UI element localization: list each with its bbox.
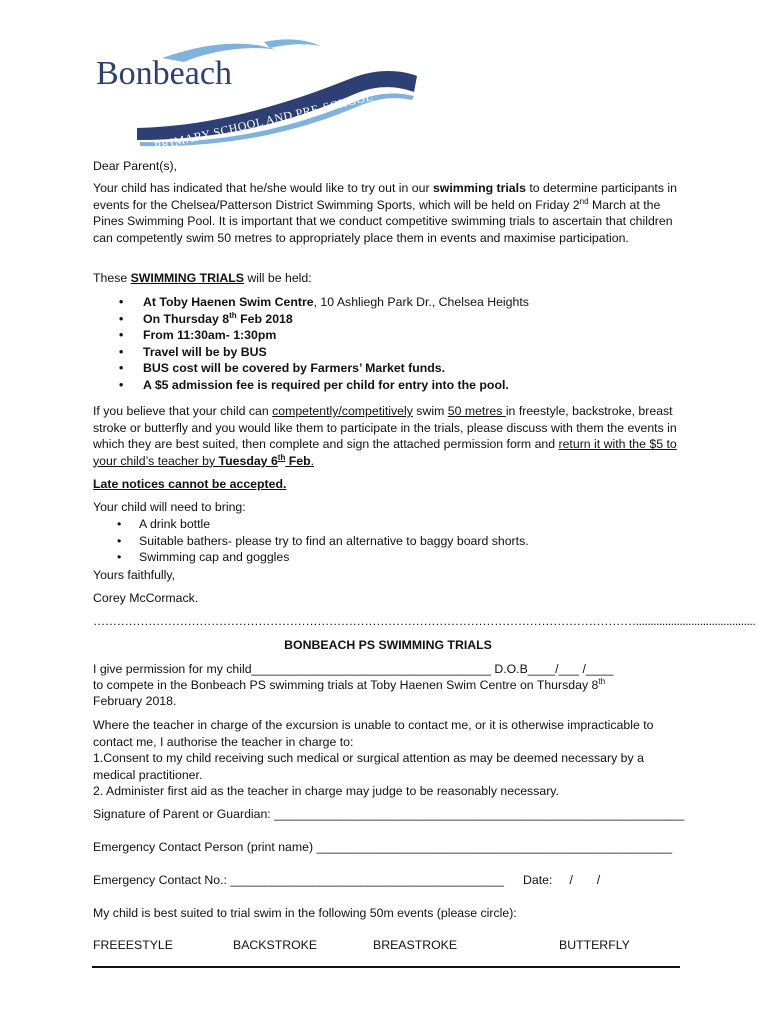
signoff: Corey McCormack. [93, 591, 199, 605]
intro-paragraph: Your child has indicated that he/she would like to try out in our swimming trials to determine participants in events for the Chelsea/Patterson District Swimming Sports, which will be held on Friday 2nd March at the Pines Swimming Pool. It is important that we conduct competitive swimming trials to ascertain that children can competently swim 50 metres to appropriately place them in events and maximise participation. [93, 181, 677, 245]
events-intro: My child is best suited to trial swim in the following 50m events (please circle): [93, 906, 517, 920]
bring-intro: Your child will need to bring: [93, 500, 246, 514]
event-freestyle[interactable]: FREEESTYLE [93, 938, 173, 952]
list-item: • A $5 admission fee is required per child for entry into the pool. [93, 377, 683, 394]
bring-list [93, 516, 683, 566]
list-item: • Travel will be by BUS [93, 344, 683, 361]
bottom-rule [92, 966, 680, 968]
list-item: • On Thursday 8th Feb 2018 [93, 311, 683, 328]
form-title: BONBEACH PS SWIMMING TRIALS [284, 638, 492, 652]
authorisation-item-1: 1.Consent to my child receiving such medical or surgical attention as may be deemed necessary by a medical practitioner. [93, 751, 644, 782]
late-notice: Late notices cannot be accepted. [93, 477, 287, 491]
event-breaststroke[interactable]: BREASTROKE [373, 938, 458, 952]
list-item: • BUS cost will be covered by Farmers’ Market funds. [93, 360, 683, 377]
closing: Yours faithfully, [93, 568, 176, 582]
permission-line[interactable]: I give permission for my child___________________________________ D.O.B____/___ /____ [93, 662, 614, 676]
authorisation-intro: Where the teacher in charge of the excursion is unable to contact me, or it is otherwise impracticable to contact me, I authorise the teacher in charge to: [93, 718, 654, 749]
logo-sky-swoosh-2 [264, 39, 320, 48]
list-item: • A drink bottle [93, 516, 683, 533]
eligibility-paragraph: If you believe that your child can competently/competitively swim 50 metres in freestyle, backstroke, breast stroke or butterfly and you would like them to participate in the trials, please discuss with them the events in which they are best suited, then complete and sign the attached permission form and return it with the $5 to your child’s teacher by Tuesday 6th Feb. [93, 404, 677, 468]
permission-compete-line: to compete in the Bonbeach PS swimming trials at Toby Haenen Swim Centre on Thursday 8th [93, 677, 606, 692]
permission-date-line: February 2018. [93, 694, 177, 708]
school-logo-graphic [92, 36, 422, 154]
date-field[interactable]: Date: / / [523, 873, 601, 887]
list-item: • Swimming cap and goggles [93, 549, 683, 566]
trial-details-list [93, 294, 683, 394]
list-item: • At Toby Haenen Swim Centre, 10 Ashliegh Park Dr., Chelsea Heights [93, 294, 683, 311]
authorisation-item-2: 2. Administer first aid as the teacher in charge may judge to be reasonably necessary. [93, 784, 559, 798]
cut-line: …………………………………………………………………………………………………………………………......................................... [93, 614, 756, 628]
greeting: Dear Parent(s), [93, 159, 178, 173]
school-logo [92, 36, 422, 154]
list-item: • From 11:30am- 1:30pm [93, 327, 683, 344]
logo-school-name: Bonbeach [96, 55, 232, 92]
logo-banner-text: PRIMARY SCHOOL AND PRE-SCHOOL [153, 89, 375, 154]
list-item: • Suitable bathers- please try to find an alternative to baggy board shorts. [93, 533, 683, 550]
trials-held-line: These SWIMMING TRIALS will be held: [93, 271, 312, 285]
emergency-number-field[interactable]: Emergency Contact No.: ________________________________________ Date: / / [93, 873, 601, 887]
event-butterfly[interactable]: BUTTERFLY [559, 938, 630, 952]
signature-field[interactable]: Signature of Parent or Guardian: ____________________________________________________________ [93, 807, 685, 821]
event-backstroke[interactable]: BACKSTROKE [233, 938, 318, 952]
emergency-person-field[interactable]: Emergency Contact Person (print name) ____________________________________________________ [93, 840, 673, 854]
